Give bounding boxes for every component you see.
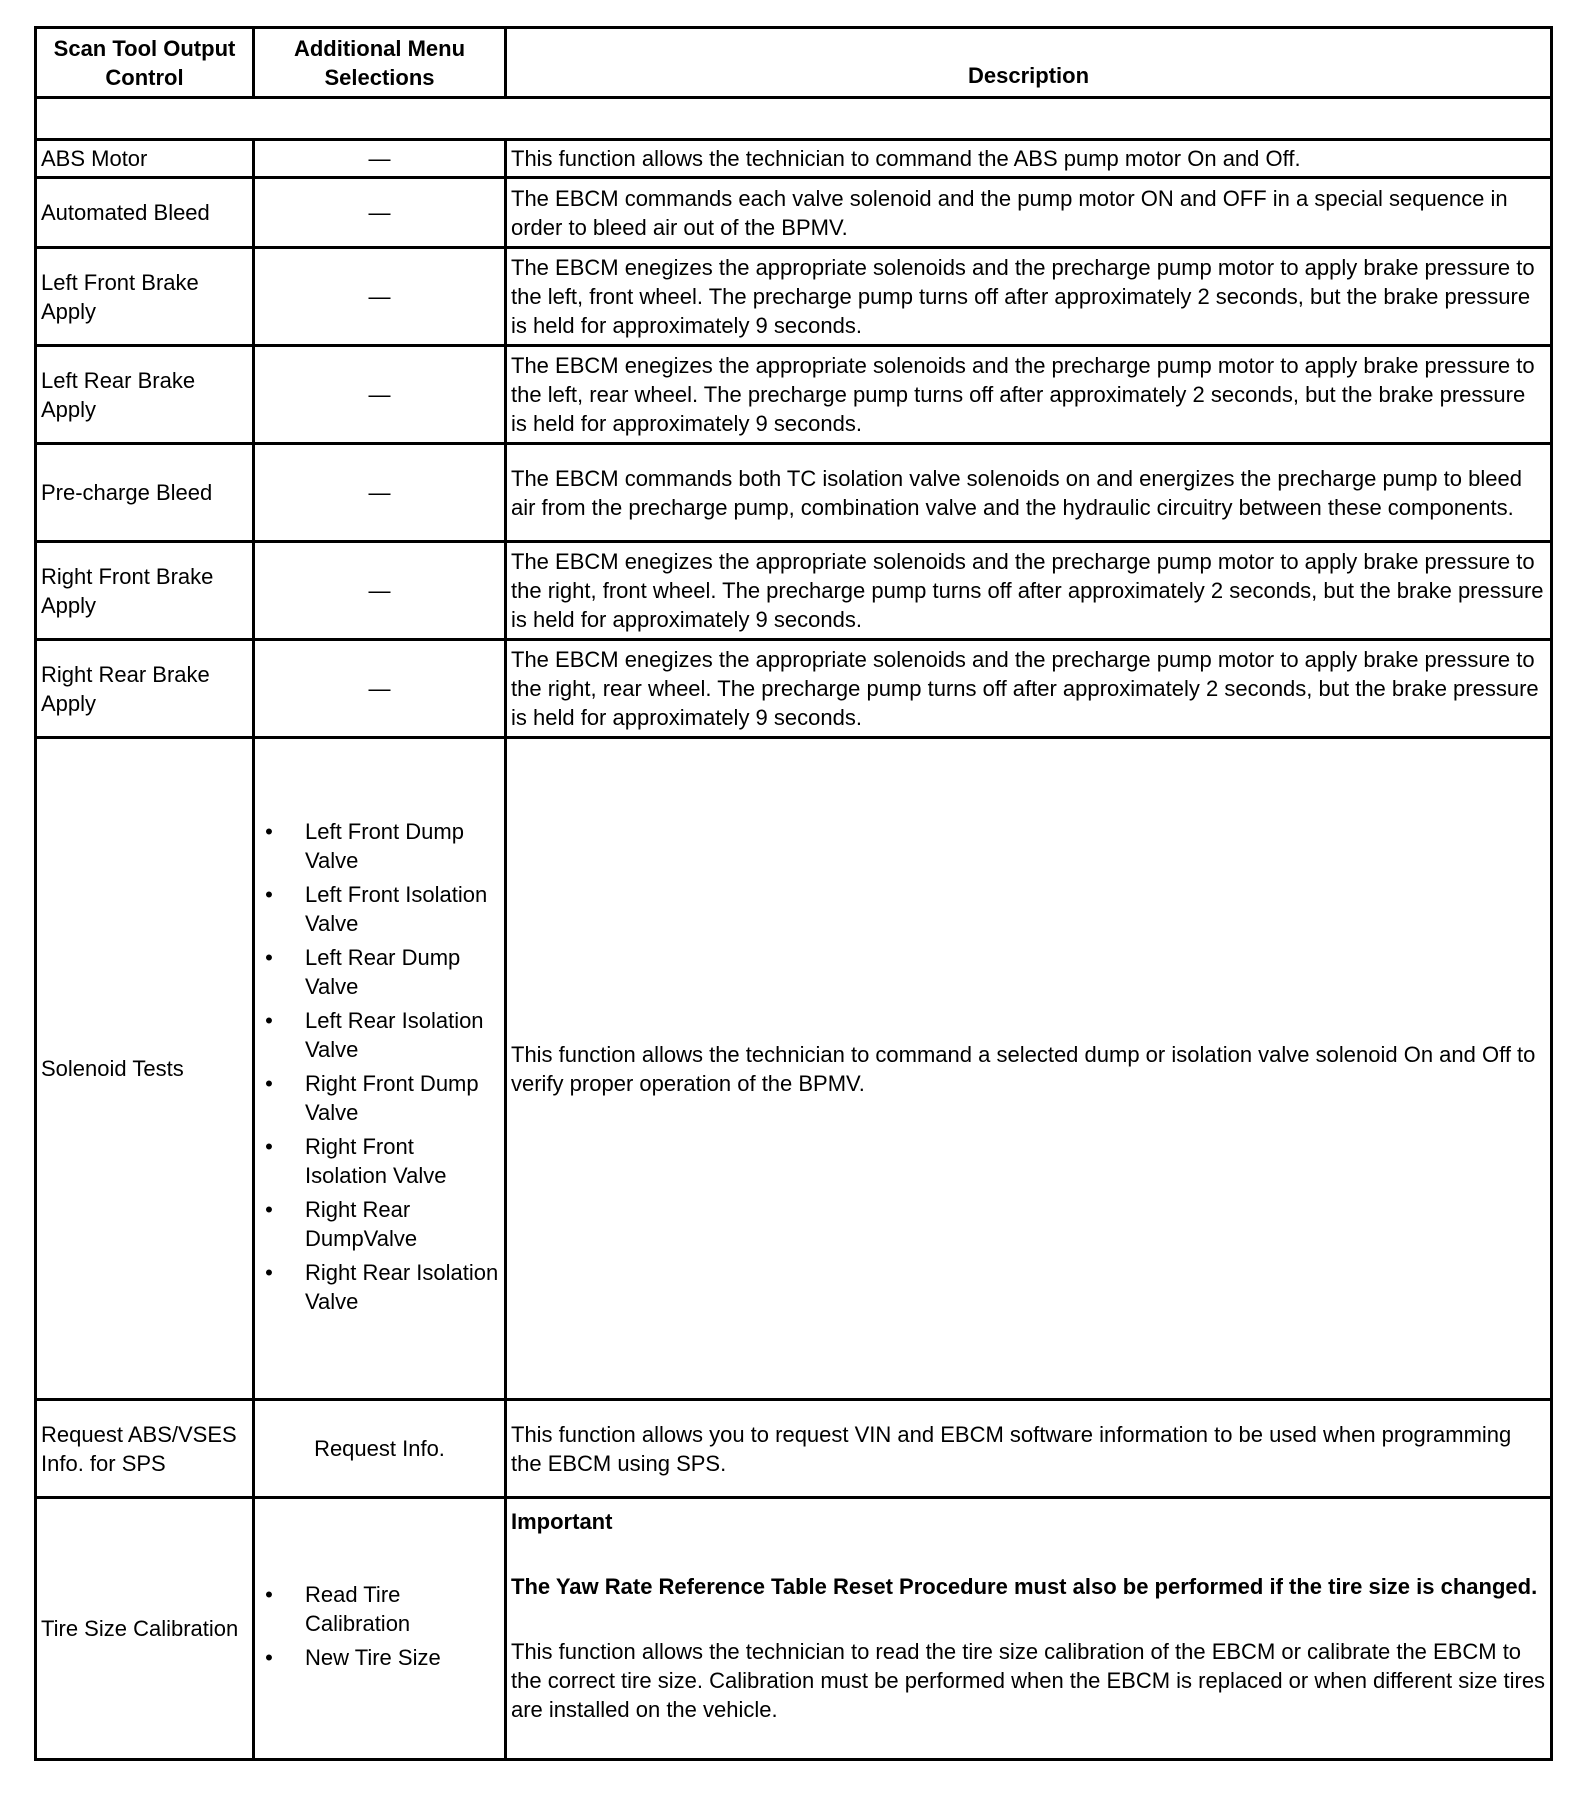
table-row [36, 640, 1552, 738]
control-cell: Solenoid Tests [36, 738, 254, 1400]
description-cell: This function allows the technician to command the ABS pump motor On and Off. [506, 140, 1552, 178]
header-scan-tool-output-control: Scan Tool Output Control [36, 28, 254, 98]
list-item [265, 1195, 500, 1253]
description-cell: The EBCM commands both TC isolation valve solenoids on and energizes the precharge pump to bleed air from the precharge pump, combination valve and the hydraulic circuitry between these components. [506, 444, 1552, 542]
table-row-request-info [36, 1400, 1552, 1498]
blank-cell [36, 98, 1552, 140]
bullet-icon: • [265, 1070, 273, 1096]
control-cell: Automated Bleed [36, 178, 254, 248]
control-cell: Tire Size Calibration [36, 1498, 254, 1760]
list-item [265, 880, 500, 938]
description-cell: The EBCM enegizes the appropriate solenoids and the precharge pump motor to apply brake pressure to the left, rear wheel. The precharge pump turns off after approximately 2 seconds, but the brake pressure is held for approximately 9 seconds. [506, 346, 1552, 444]
control-cell: Left Front Brake Apply [36, 248, 254, 346]
list-item-label: Read Tire Calibration [305, 1582, 411, 1636]
control-cell: Left Rear Brake Apply [36, 346, 254, 444]
bullet-icon: • [265, 1259, 273, 1285]
bullet-icon: • [265, 1133, 273, 1159]
control-cell: Right Rear Brake Apply [36, 640, 254, 738]
list-item-label: Right Rear Isolation Valve [305, 1259, 499, 1314]
list-item-label: Left Front Isolation Valve [305, 881, 488, 936]
description-cell: The EBCM enegizes the appropriate solenoids and the precharge pump motor to apply brake pressure to the left, front wheel. The precharge pump turns off after approximately 2 seconds, but the brake pressure is held for approximately 9 seconds. [506, 248, 1552, 346]
list-item-label: Right Front Isolation Valve [305, 1133, 447, 1188]
menu-list [259, 1580, 500, 1672]
list-item [265, 1580, 500, 1638]
description-cell: This function allows you to request VIN and EBCM software information to be used when programming the EBCM using SPS. [506, 1400, 1552, 1498]
output-control-table [34, 26, 1553, 1761]
list-item [265, 817, 500, 875]
menu-cell: — [254, 140, 506, 178]
description-cell: The EBCM commands each valve solenoid and the pump motor ON and OFF in a special sequence in order to bleed air out of the BPMV. [506, 178, 1552, 248]
table-row [36, 140, 1552, 178]
bullet-icon: • [265, 881, 273, 907]
list-item [265, 1006, 500, 1064]
menu-cell [254, 1498, 506, 1760]
menu-cell: — [254, 542, 506, 640]
bullet-icon: • [265, 818, 273, 844]
list-item-label: Left Front Dump Valve [305, 818, 464, 873]
list-item [265, 1258, 500, 1316]
description-text: This function allows the technician to read the tire size calibration of the EBCM or calibrate the EBCM to the correct tire size. Calibration must be performed when the EBCM is replaced or when different size tires are installed on the vehicle. [511, 1639, 1546, 1722]
table-row-solenoid-tests [36, 738, 1552, 1400]
blank-row [36, 98, 1552, 140]
description-cell: The EBCM enegizes the appropriate solenoids and the precharge pump motor to apply brake pressure to the right, front wheel. The precharge pump turns off after approximately 2 seconds, but the brake pressure is held for approximately 9 seconds. [506, 542, 1552, 640]
header-row [36, 28, 1552, 98]
table-row [36, 542, 1552, 640]
list-item [265, 1069, 500, 1127]
list-item-label: Left Rear Dump Valve [305, 944, 461, 999]
description-cell: The EBCM enegizes the appropriate solenoids and the precharge pump motor to apply brake pressure to the right, rear wheel. The precharge pump turns off after approximately 2 seconds, but the brake pressure is held for approximately 9 seconds. [506, 640, 1552, 738]
header-description: Description [506, 28, 1552, 98]
table-row [36, 178, 1552, 248]
menu-cell [254, 738, 506, 1400]
table-row [36, 346, 1552, 444]
list-item [265, 1132, 500, 1190]
control-cell: ABS Motor [36, 140, 254, 178]
list-item-label: Right Rear DumpValve [305, 1196, 418, 1251]
menu-list [259, 817, 500, 1316]
list-item [265, 943, 500, 1001]
control-cell: Pre-charge Bleed [36, 444, 254, 542]
menu-cell: — [254, 444, 506, 542]
table-row [36, 248, 1552, 346]
important-note: The Yaw Rate Reference Table Reset Procedure must also be performed if the tire size is changed. [511, 1574, 1538, 1599]
menu-cell: — [254, 346, 506, 444]
list-item-label: New Tire Size [305, 1645, 441, 1670]
list-item-label: Right Front Dump Valve [305, 1070, 479, 1125]
menu-cell: — [254, 178, 506, 248]
control-cell: Request ABS/VSES Info. for SPS [36, 1400, 254, 1498]
table-row [36, 444, 1552, 542]
table-row-tire-size-calibration [36, 1498, 1552, 1760]
bullet-icon: • [265, 944, 273, 970]
menu-cell: — [254, 640, 506, 738]
bullet-icon: • [265, 1007, 273, 1033]
description-cell: This function allows the technician to command a selected dump or isolation valve solenoid On and Off to verify proper operation of the BPMV. [506, 738, 1552, 1400]
description-cell [506, 1498, 1552, 1760]
list-item-label: Left Rear Isolation Valve [305, 1007, 484, 1062]
list-item [265, 1643, 500, 1672]
bullet-icon: • [265, 1645, 273, 1670]
bullet-icon: • [265, 1582, 273, 1607]
bullet-icon: • [265, 1196, 273, 1222]
important-label: Important [511, 1509, 613, 1534]
menu-cell: — [254, 248, 506, 346]
control-cell: Right Front Brake Apply [36, 542, 254, 640]
menu-cell: Request Info. [254, 1400, 506, 1498]
header-additional-menu-selections: Additional Menu Selections [254, 28, 506, 98]
